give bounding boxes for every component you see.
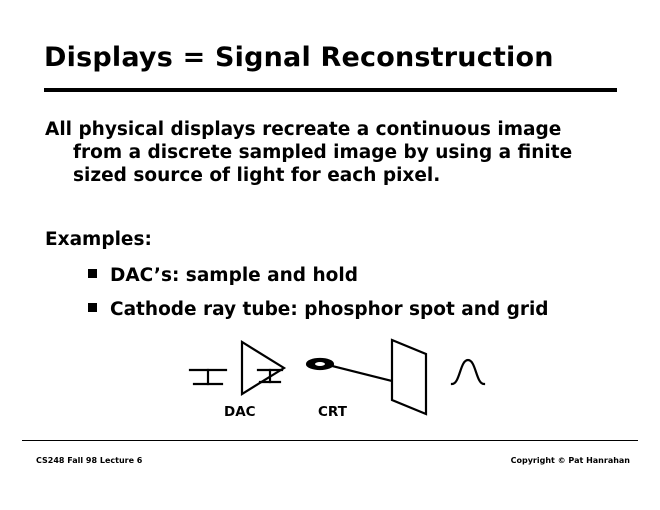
crt-screen <box>392 340 426 414</box>
diagram-svg <box>180 332 500 437</box>
square-bullet-icon <box>88 269 97 278</box>
dac-label: DAC <box>224 404 256 420</box>
list-item <box>88 265 358 286</box>
square-bullet-icon <box>88 303 97 312</box>
examples-heading: Examples: <box>45 229 152 250</box>
dac-crt-diagram <box>180 332 500 437</box>
footer-course-info: CS248 Fall 98 Lecture 6 <box>36 456 143 465</box>
gaussian-profile-curve <box>452 360 484 384</box>
body-paragraph-line-3: sized source of light for each pixel. <box>73 165 441 186</box>
crt-label: CRT <box>318 404 347 420</box>
footer-divider <box>22 440 638 441</box>
list-item-label: DAC’s: sample and hold <box>110 265 358 286</box>
amplifier-triangle <box>242 342 284 394</box>
footer-copyright: Copyright © Pat Hanrahan <box>510 456 630 465</box>
body-paragraph-line-1: All physical displays recreate a continuous image <box>45 119 562 140</box>
page-title: Displays = Signal Reconstruction <box>44 42 554 73</box>
body-paragraph <box>45 118 615 187</box>
list-item <box>88 299 549 320</box>
body-paragraph-line-2: from a discrete sampled image by using a finite <box>73 142 573 163</box>
electron-gun-aperture <box>315 362 325 366</box>
title-divider <box>44 88 617 92</box>
list-item-label: Cathode ray tube: phosphor spot and grid <box>110 299 549 320</box>
